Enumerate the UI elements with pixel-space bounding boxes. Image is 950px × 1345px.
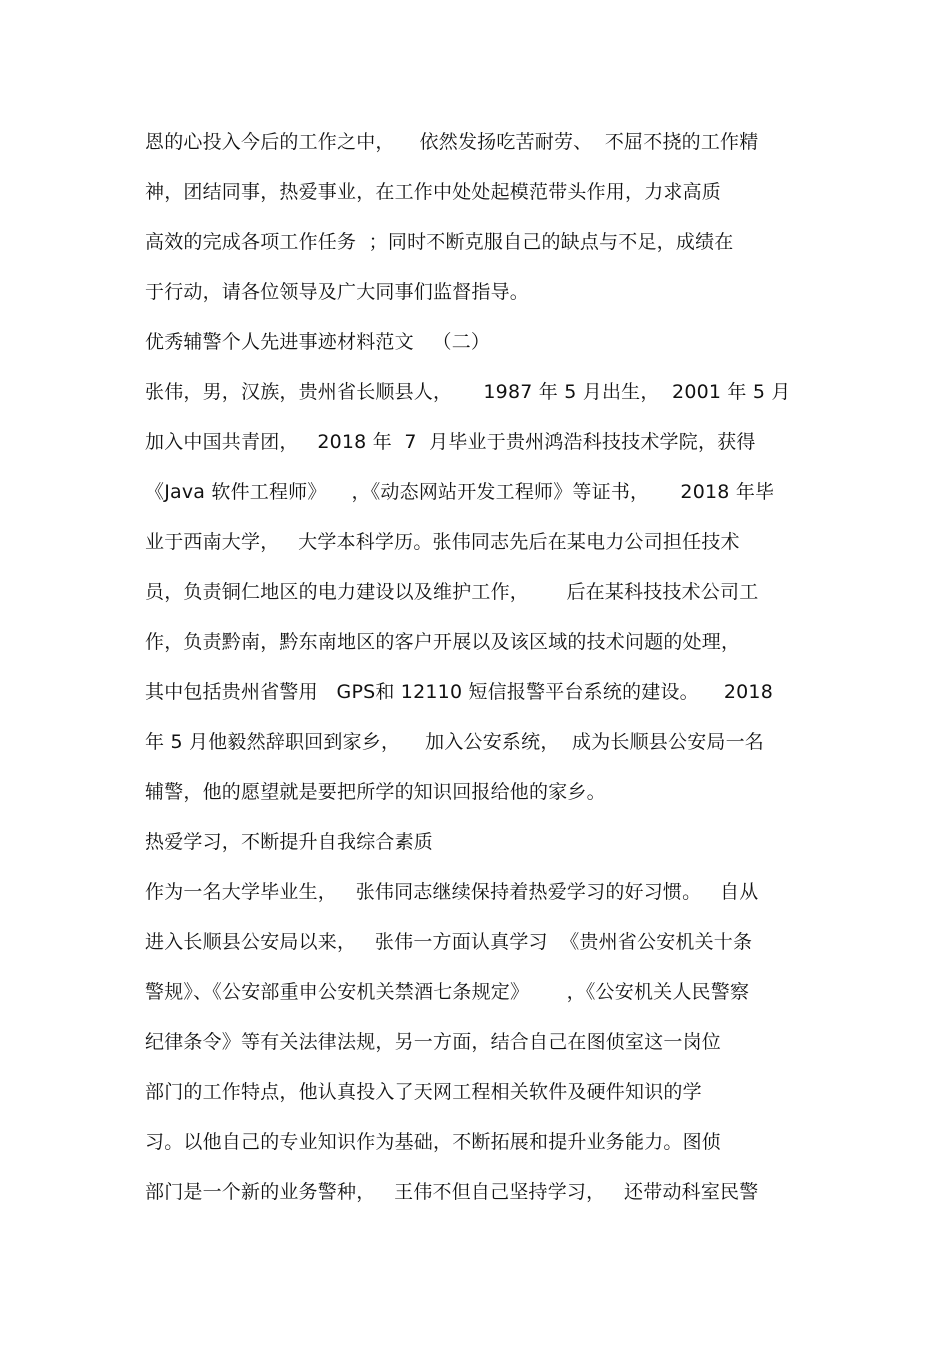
text-line: 年 5 月他毅然辞职回到家乡， 加入公安系统， 成为长顺县公安局一名 [145, 731, 765, 753]
text-line: 警规》、《公安部重申公安机关禁酒七条规定》 ，《公安机关人民警察 [145, 981, 750, 1003]
text-line: 其中包括贵州省警用 GPS和 12110 短信报警平台系统的建设。 2018 [145, 681, 773, 703]
text-line: 恩的心投入今后的工作之中， 依然发扬吃苦耐劳、 不屈不挠的工作精 [145, 131, 759, 153]
text-line: 高效的完成各项工作任务 ；同时不断克服自己的缺点与不足，成绩在 [145, 231, 734, 253]
text-line: 进入长顺县公安局以来， 张伟一方面认真学习 《贵州省公安机关十条 [145, 931, 753, 953]
text-line: 作为一名大学毕业生， 张伟同志继续保持着热爱学习的好习惯。 自从 [145, 881, 759, 903]
text-line: 习。以他自己的专业知识作为基础，不断拓展和提升业务能力。图侦 [145, 1131, 722, 1153]
text-line: 部门是一个新的业务警种， 王伟不但自己坚持学习， 还带动科室民警 [145, 1181, 759, 1203]
text-line: 作，负责黔南，黔东南地区的客户开展以及该区域的技术问题的处理， [145, 631, 741, 653]
text-line: 《Java 软件工程师》 ，《动态网站开发工程师》等证书， 2018 年毕 [145, 481, 775, 503]
text-line: 业于西南大学， 大学本科学历。张伟同志先后在某电力公司担任技术 [145, 531, 740, 553]
text-line: 神，团结同事，热爱事业，在工作中处处起模范带头作用，力求高质 [145, 181, 722, 203]
text-line: 张伟，男，汉族，贵州省长顺县人， 1987 年 5 月出生， 2001 年 5 月 [145, 381, 791, 403]
text-line: 员，负责铜仁地区的电力建设以及维护工作， 后在某科技技术公司工 [145, 581, 759, 603]
text-line: 辅警，他的愿望就是要把所学的知识回报给他的家乡。 [145, 781, 606, 803]
text-line: 部门的工作特点，他认真投入了天网工程相关软件及硬件知识的学 [145, 1081, 702, 1103]
section-heading: 热爱学习，不断提升自我综合素质 [145, 831, 434, 853]
text-line: 纪律条令》等有关法律法规，另一方面，结合自己在图侦室这一岗位 [145, 1031, 722, 1053]
section-title: 优秀辅警个人先进事迹材料范文 （二） [145, 331, 491, 353]
text-line: 于行动，请各位领导及广大同事们监督指导。 [145, 281, 530, 303]
text-line: 加入中国共青团， 2018 年 7 月毕业于贵州鸿浩科技技术学院，获得 [145, 431, 756, 453]
